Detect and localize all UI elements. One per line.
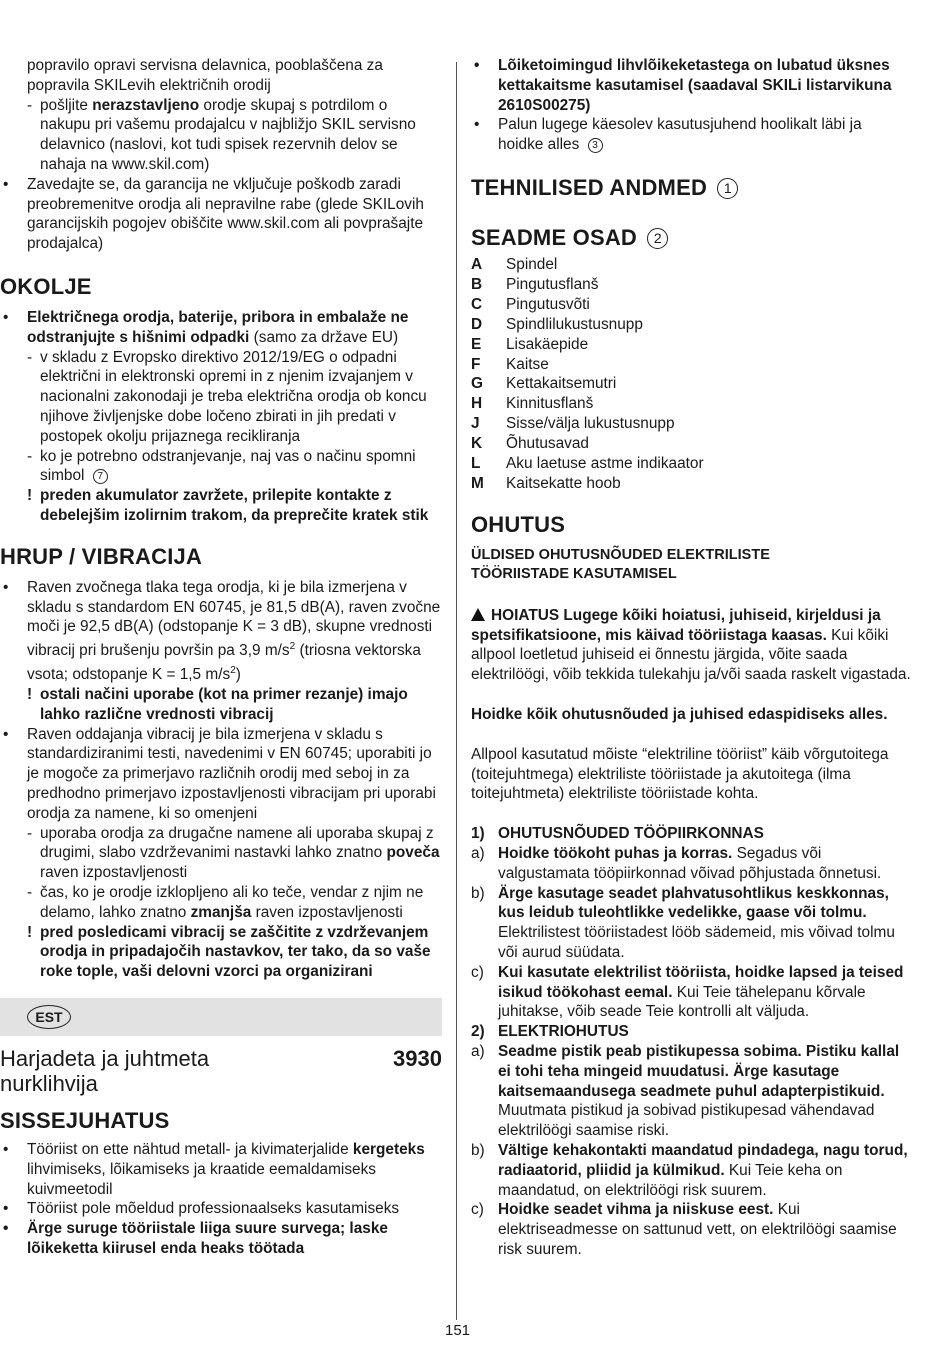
bullet-cutting: • Lõiketoimingud lihvlõikeketastega on lubatud üksnes kettakaitsme kasutamisel (saadaval SKILi listarvikuna 2610S00275) xyxy=(471,56,911,115)
list-item: F Kaitse xyxy=(471,355,549,373)
warning-triangle-icon xyxy=(471,608,485,621)
product-number: 3930 xyxy=(393,1045,442,1071)
warning-battery: ! preden akumulator zavržete, prilepite kontakte z debelejšim izolirnim trakom, da preprečite kratek stik xyxy=(27,487,429,524)
figure-ref-icon: 1 xyxy=(717,178,738,199)
warning-other-uses: ! ostali načini uporabe (kot na primer rezanje) imajo lahko različne vrednosti vibracij xyxy=(27,685,408,723)
bullet-pressure: • Ärge suruge tööriistale liiga suure survega; laske lõikeketta kiirusel enda heaks töötada xyxy=(0,1219,442,1259)
bullet-not-professional: • Tööriist pole mõeldud professionaalseks kasutamiseks xyxy=(0,1199,442,1219)
product-name: Harjadeta ja juhtmeta nurklihvija xyxy=(0,1045,210,1096)
figure-ref-icon: 7 xyxy=(93,469,108,484)
list-item: E Lisakäepide xyxy=(471,335,589,353)
language-badge: EST xyxy=(27,1005,71,1029)
section-title-tech: TEHNILISED ANDMED 1 xyxy=(471,175,911,201)
bullet-intended-use: • Tööriist on ette nähtud metall- ja kivimaterjalide kergeteks lihvimiseks, lõikamiseks ja kraatide eemaldamiseks kuivmeetodil xyxy=(0,1140,442,1199)
dash-item-symbol: - ko je potrebno odstranjevanje, naj vas o načinu spomni simbol 7 xyxy=(27,447,416,485)
safety-section-1: 1) OHUTUSNÕUDED TÖÖPIIRKONNAS xyxy=(471,825,764,843)
section-title-sissejuhatus: SISSEJUHATUS xyxy=(0,1107,170,1133)
bullet-okolje-disposal: • Električnega orodja, baterije, pribora in embalaže ne odstranjujte s hišnimi odpadki (samo za države EU) xyxy=(0,308,442,348)
product-heading xyxy=(0,1046,442,1096)
dash-item-increase: - uporaba orodja za drugačne namene ali uporaba skupaj z drugimi, slabo vzdrževanimi nastavki lahko znatno poveča raven izpostavljenosti xyxy=(27,824,440,882)
safety-item: b) Vältige kehakontakti maandatud pindadega, nagu torud, radiaatorid, pliidid ja külmikud. Kui Teie keha on maandatud, on elektrilöögi risk suurem. xyxy=(471,1141,908,1199)
language-band xyxy=(0,998,442,1036)
list-item: J Sisse/välja lukustusnupp xyxy=(471,415,675,433)
list-item: K Õhutusavad xyxy=(471,435,589,453)
page-number: 151 xyxy=(445,1322,471,1339)
list-item: A Spindel xyxy=(471,255,558,273)
warning-vibration: ! pred posledicami vibracij se zaščitite z vzdrževanjem orodja in pripadajočih nastavkov, ter tako, da so vaše roke tople, vaši delovni vzorci pa organizirani xyxy=(27,923,431,981)
dash-item-weee: - v skladu z Evropsko direktivo 2012/19/EG o odpadni električni in elektronski opremi in z njenim izvajanjem v nacionalni zakonodaji je treba električna orodja ob koncu njihove življenjske dobe ločeno zbirati in jih predati v postopek okolju prijaznega recikliranja xyxy=(27,348,427,445)
list-item: H Kinnitusflanš xyxy=(471,395,594,413)
definition-paragraph: Allpool kasutatud mõiste “elektriline tööriist” käib võrgutoitega (toitejuhtmega) elektriliste tööriistade ja akutoitega (ilma toitejuhtmeta) elektriliste tööriistade kohta. xyxy=(471,745,889,803)
figure-ref-icon: 3 xyxy=(588,138,603,153)
safety-item: a) Hoidke töökoht puhas ja korras. Segadus või valgustamata tööpiirkonnad võivad põhjustada õnnetusi. xyxy=(471,845,882,882)
bullet-noise-level: • Raven zvočnega tlaka tega orodja, ki je bila izmerjena v skladu s standardom EN 60745, je 81,5 dB(A), raven zvočne moči je 92,5 dB(A) (odstopanje K = 3 dB), skupne vrednosti vibracij pri brušenju površin pa 3,9 $m/s^2$ (triosna vektorska vsota; odstopanje K = 1,5 $m/s^2$) xyxy=(0,578,442,685)
list-item: G Kettakaitsemutri xyxy=(471,375,617,393)
list-item: C Pingutusvõti xyxy=(471,295,590,313)
list-item: M Kaitsekatte hoob xyxy=(471,474,621,492)
subsection-title-general-safety: ÜLDISED OHUTUSNÕUDED ELEKTRILISTE TÖÖRIISTADE KASUTAMISEL xyxy=(471,546,770,582)
figure-ref-icon: 2 xyxy=(647,228,668,249)
dash-item-decrease: - čas, ko je orodje izklopljeno ali ko teče, vendar z njim ne delamo, lahko znatno zmanjša raven izpostavljenosti xyxy=(27,883,424,921)
list-item: D Spindlilukustusnupp xyxy=(471,315,643,333)
right-column xyxy=(471,56,911,1260)
safety-item: c) Hoidke seadet vihma ja niiskuse eest. Kui elektriseadmesse on sattunud vett, on elektrilöögi saamise risk suurem. xyxy=(471,1201,897,1258)
safety-item: b) Ärge kasutage seadet plahvatusohtlikus keskkonnas, kus leidub tuleohtlikke vedelikke, gaase või tolmu. Elektrilistest tööriistadest lööb sädemeid, mis võivad tolmu või aurud süüdata. xyxy=(471,884,895,962)
bullet-read-manual: • Palun lugege käesolev kasutusjuhend hoolikalt läbi ja hoidke alles 3 xyxy=(471,115,911,155)
bullet-vibration: • Raven oddajanja vibracij je bila izmerjena v skladu s standardiziranimi testi, navedenimi v EN 60745; uporabiti jo je mogoče za primerjavo različnih orodij med seboj in za predhodno primerjavo izpostavljenosti vibracijam pri uporabi orodja za namene, ki so omenjeni xyxy=(0,725,442,824)
left-column xyxy=(0,56,442,1259)
bullet-warranty: • Zavedajte se, da garancija ne vključuje poškodb zaradi preobremenitve orodja ali nepravilne rabe (glede SKILovih garancijskih pogojev obiščite www.skil.com ali povprašajte prodajalca) xyxy=(0,175,442,254)
keep-instructions: Hoidke kõik ohutusnõuded ja juhised edaspidiseks alles. xyxy=(471,706,888,724)
warning-paragraph: HOIATUS Lugege kõiki hoiatusi, juhiseid, kirjeldusi ja spetsifikatsioone, mis käivad tööriistaga kaasas. Kui kõiki allpool loetletud juhiseid ei õnnestu järgida, võite saada elektrilöögi, võib tekkida tulekahju ja/või saada raskelt vigastada. xyxy=(471,606,911,684)
column-divider xyxy=(456,62,457,1320)
safety-section-2: 2) ELEKTRIOHUTUS xyxy=(471,1023,629,1041)
section-title-parts: SEADME OSAD 2 xyxy=(471,225,911,251)
parts-list xyxy=(471,255,911,494)
list-item: B Pingutusflanš xyxy=(471,275,599,293)
list-item: L Aku laetuse astme indikaator xyxy=(471,455,704,473)
intro-line: popravilo opravi servisna delavnica, pooblaščena za xyxy=(27,57,383,74)
intro-paragraph xyxy=(0,56,442,96)
section-title-okolje: OKOLJE xyxy=(0,273,92,299)
section-title-ohutus: OHUTUS xyxy=(471,511,566,537)
section-title-hrup: HRUP / VIBRACIJA xyxy=(0,543,203,569)
safety-item: c) Kui kasutate elektrilist tööriista, hoidke lapsed ja teised isikud töökohast eemal. Kui Teie tähelepanu kõrvale juhitakse, võib seade Teie kontrolli alt väljuda. xyxy=(471,963,904,1021)
intro-line: popravila SKILevih električnih orodij xyxy=(27,76,271,94)
dash-item-service: - pošljite nerazstavljeno orodje skupaj s potrdilom o nakupu pri vašemu prodajalcu v najbližjo SKIL servisno delavnico (naslovi, kot tudi spisek rezervnih delov se nahaja na www.skil.com) xyxy=(27,96,416,173)
safety-item: a) Seadme pistik peab pistikupessa sobima. Pistiku kallal ei tohi teha mingeid muudatusi. Ärge kasutage kaitsemaandusega seadmete puhul adapterpistikuid. Muutmata pistikud ja sobivad pistikupesad vähendavad elektrilöögi saamise riski. xyxy=(471,1043,900,1140)
